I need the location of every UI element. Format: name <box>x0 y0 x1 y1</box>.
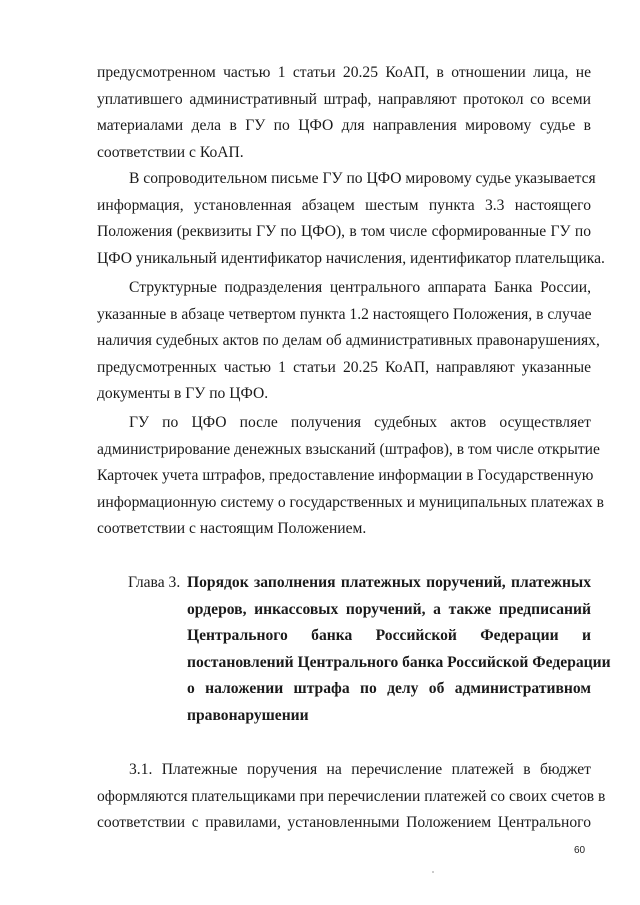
chapter-label: Глава 3. <box>128 574 181 591</box>
text-line: наличия судебных актов по делам об административных правонарушениях, <box>97 332 600 349</box>
text-line: 3.1. Платежные поручения на перечисление платежей в бюджет <box>129 761 591 778</box>
text-line: документы в ГУ по ЦФО. <box>97 385 269 402</box>
scan-speck <box>432 871 434 873</box>
paragraph-3 <box>97 275 600 408</box>
chapter-title-line: ордеров, инкассовых поручений, а также предписаний <box>187 600 591 618</box>
text-line: ЦФО уникальный идентификатор начисления, идентификатор плательщика. <box>97 249 605 267</box>
chapter-title <box>187 570 611 729</box>
chapter-title-line: Порядок заполнения платежных поручений, платежных <box>187 574 591 591</box>
text-line: администрирование денежных взысканий (штрафов), в том числе открытие <box>97 440 600 458</box>
text-line: Положения (реквизиты ГУ по ЦФО), в том числе сформированные ГУ по <box>97 223 591 240</box>
text-line: В сопроводительном письме ГУ по ЦФО мировому судье указывается <box>129 170 596 187</box>
text-line: соответствии с настоящим Положением. <box>97 520 367 537</box>
text-line: соответствии с КоАП. <box>97 143 244 161</box>
text-line: предусмотренных частью 1 статьи 20.25 КоАП, направляют указанные <box>97 358 591 376</box>
chapter-title-line: правонарушении <box>187 706 309 724</box>
paragraph-1 <box>97 60 591 166</box>
text-line: материалами дела в ГУ по ЦФО для направления мировому судье в <box>97 117 591 134</box>
page-number: 60 <box>574 845 586 856</box>
paragraph-2 <box>97 166 605 272</box>
text-line: информация, установленная абзацем шестым пункта 3.3 настоящего <box>97 196 591 214</box>
text-line: оформляются плательщиками при перечислении платежей со своих счетов в <box>97 787 606 805</box>
chapter-title-line: Центрального банка Российской Федерации и <box>187 627 591 644</box>
text-line: соответствии с правилами, установленными Положением Центрального <box>97 814 591 831</box>
paragraph-5 <box>97 757 606 837</box>
text-line: указанные в абзаце четвертом пункта 1.2 настоящего Положения, в случае <box>97 305 592 323</box>
text-line: уплатившего административный штраф, направляют протокол со всеми <box>97 90 591 108</box>
text-line: Структурные подразделения центрального аппарата Банка России, <box>129 279 591 296</box>
chapter-title-line: постановлений Центрального банка Российской Федерации <box>187 653 611 671</box>
paragraph-4 <box>97 410 604 543</box>
text-line: Карточек учета штрафов, предоставление информации в Государственную <box>97 467 594 484</box>
chapter-title-line: о наложении штрафа по делу об административном <box>187 680 591 697</box>
text-line: ГУ по ЦФО после получения судебных актов осуществляет <box>129 414 591 431</box>
text-line: информационную систему о государственных и муниципальных платежах в <box>97 493 604 511</box>
text-line: предусмотренном частью 1 статьи 20.25 КоАП, в отношении лица, не <box>97 64 591 81</box>
